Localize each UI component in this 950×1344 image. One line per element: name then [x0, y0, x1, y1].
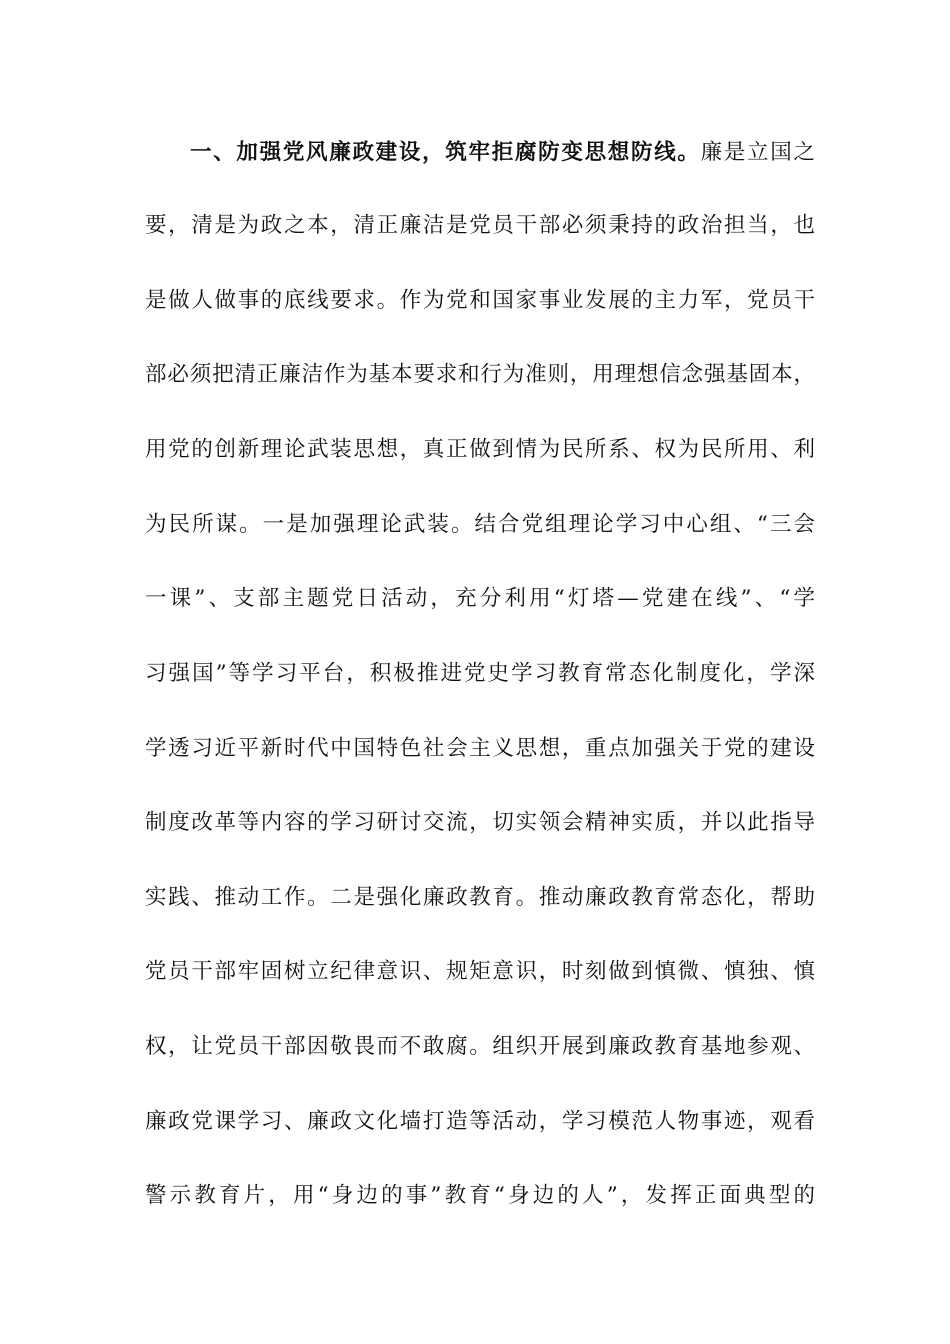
- paragraph-line-8: 习强国”等学习平台，积极推进党史学习教育常态化制度化，学深: [145, 661, 815, 686]
- paragraph-line-6: 为民所谋。一是加强理论武装。结合党组理论学习中心组、“三会: [145, 512, 815, 537]
- paragraph-line-7: 一课”、支部主题党日活动，充分利用“灯塔—党建在线”、“学: [145, 586, 815, 611]
- paragraph-line-11: 实践、推动工作。二是强化廉政教育。推动廉政教育常态化，帮助: [145, 885, 815, 910]
- paragraph-line-15: 警示教育片，用“身边的事”教育“身边的人”，发挥正面典型的: [145, 1183, 815, 1208]
- paragraph-line-3: 是做人做事的底线要求。作为党和国家事业发展的主力军，党员干: [145, 288, 815, 313]
- paragraph-line-12: 党员干部牢固树立纪律意识、规矩意识，时刻做到慎微、慎独、慎: [145, 959, 815, 984]
- section-heading: 一、加强党风廉政建设，筑牢拒腐防变思想防线。: [190, 140, 701, 165]
- paragraph-line-5: 用党的创新理论武装思想，真正做到情为民所系、权为民所用、利: [145, 437, 815, 462]
- paragraph-line-9: 学透习近平新时代中国特色社会主义思想，重点加强关于党的建设: [145, 736, 815, 761]
- paragraph-line-2: 要，清是为政之本，清正廉洁是党员干部必须秉持的政治担当，也: [145, 213, 815, 238]
- paragraph-text: 廉是立国之: [700, 140, 815, 165]
- paragraph-line-10: 制度改革等内容的学习研讨交流，切实领会精神实质，并以此指导: [145, 810, 815, 835]
- paragraph-line-14: 廉政党课学习、廉政文化墙打造等活动，学习模范人物事迹，观看: [145, 1109, 815, 1134]
- paragraph-line-13: 权，让党员干部因敬畏而不敢腐。组织开展到廉政教育基地参观、: [145, 1034, 815, 1059]
- paragraph-line-4: 部必须把清正廉洁作为基本要求和行为准则，用理想信念强基固本，: [145, 362, 815, 387]
- paragraph-line-1: [190, 138, 815, 168]
